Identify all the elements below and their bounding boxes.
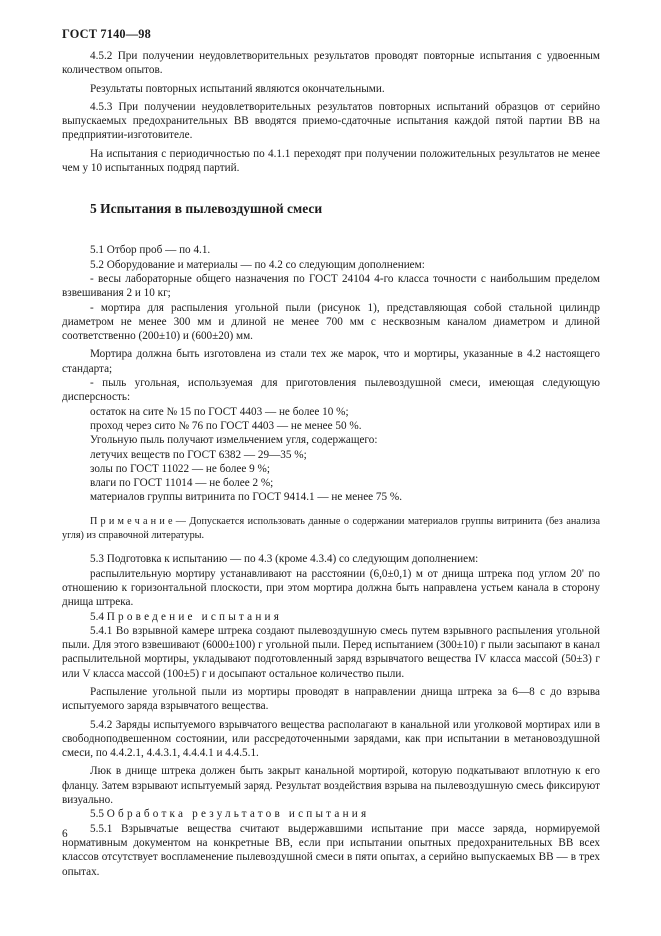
paragraph-scales: - весы лабораторные общего назначения по ГОСТ 24104 4-го класса точности с наибольшим пределом взвешивания 2 и 10 кг; — [62, 272, 600, 300]
paragraph-4-5-3: 4.5.3 При получении неудовлетворительных результатов повторных испытаний образцов от серийно выпускаемых предохранительных ВВ вводятся приемо-сдаточные испытания каждой пятой партии ВВ на предприятии-изготовителе. — [62, 100, 600, 142]
paragraph-spraying: Распыление угольной пыли из мортиры проводят в направлении днища штрека за 6—8 с до взрыва испытуемого заряда взрывчатого вещества. — [62, 685, 600, 713]
paragraph-mortar-install: распылительную мортиру устанавливают на расстоянии (6,0±0,1) м от днища штрека под углом 20' по отношению к горизонтальной плоскости, при этом мортира должна быть направлена устьем канала в сторону днища штрека. — [62, 567, 600, 609]
subsection-5-5-number: 5.5 — [90, 808, 104, 821]
paragraph-hatch: Люк в днище штрека должен быть закрыт канальной мортирой, которую подкатывают вплотную к его фланцу. Затем взрывают испытуемый заряд. Результат воздействия взрыва на пылевоздушную смесь фиксируют визуально. — [62, 765, 600, 807]
document-header: ГОСТ 7140—98 — [62, 27, 151, 41]
note-paragraph — [62, 515, 600, 543]
paragraph-coal-dust: - пыль угольная, используемая для приготовления пылевоздушной смеси, имеющая следующую дисперсность: — [62, 377, 600, 404]
paragraph-5-4-2: 5.4.2 Заряды испытуемого взрывчатого вещества располагают в канальной или уголковой мортирах или в свободноподвешенном состоянии, или рассредоточенными зарядами, как при испытании в метановоздушной смеси, по 4.4.2.1, 4.4.3.1, 4.4.4.1 и 4.4.5.1. — [62, 718, 600, 760]
subsection-5-4 — [62, 610, 600, 624]
paragraph-5-3: 5.3 Подготовка к испытанию — по 4.3 (кроме 4.3.4) со следующим дополнением: — [90, 553, 479, 566]
paragraph-mortar-steel: Мортира должна быть изготовлена из стали тех же марок, что и мортиры, указанные в 4.2 настоящего стандарта; — [62, 348, 600, 375]
list-item-moisture: влаги по ГОСТ 11014 — не более 2 %; — [90, 477, 274, 490]
paragraph-5-4-1: 5.4.1 Во взрывной камере штрека создают пылевоздушную смесь путем взрывного распыления угольной пыли. Для этого взвешивают (6000±100) г угольной пыли. Перед испытанием (300±10) г пыли засыпают в канал распылительной мортиры, укладывают подготовленный заряд взрывчатого вещества IV класса массой (50±3) г или V класса массой (100±5) г и досыпают остальное количество пыли. — [62, 624, 600, 680]
document-body — [62, 49, 600, 879]
paragraph-4-5-2: 4.5.2 При получении неудовлетворительных результатов проводят повторные испытания с удвоенным количеством опытов. — [62, 50, 600, 77]
list-item-vitrinite: материалов группы витринита по ГОСТ 9414.1 — не менее 75 %. — [90, 491, 403, 504]
subsection-5-4-number: 5.4 — [90, 610, 104, 623]
paragraph-coal-grinding: Угольную пыль получают измельчением угля, содержащего: — [90, 434, 378, 447]
note-label: Примечание — [90, 515, 176, 527]
subsection-5-5 — [62, 807, 600, 821]
subsection-5-5-title: Обработка результатов испытания — [106, 808, 370, 821]
list-item-volatile: летучих веществ по ГОСТ 6382 — 29—35 %; — [90, 448, 307, 461]
paragraph-5-2: 5.2 Оборудование и материалы — по 4.2 со следующим дополнением: — [90, 258, 425, 271]
paragraph-results-final: Результаты повторных испытаний являются окончательными. — [90, 82, 385, 95]
paragraph-periodicity: На испытания с периодичностью по 4.1.1 переходят при получении положительных результатов не менее чем у 10 испытанных подряд партий. — [62, 147, 600, 175]
list-item-sieve-15: остаток на сите № 15 по ГОСТ 4403 — не более 10 %; — [90, 405, 349, 418]
list-item-ash: золы по ГОСТ 11022 — не более 9 %; — [90, 462, 270, 475]
section-title-5: 5 Испытания в пылевоздушной смеси — [90, 201, 323, 217]
paragraph-5-5-1: 5.5.1 Взрывчатые вещества считают выдержавшими испытание при массе заряда, нормируемой нормативным документом на конкретные ВВ, если при испытании опытных предохранительных ВВ всех классов отсутствует воспламенение пылевоздушной смеси в пяти опытах, а серийно выпускаемых ВВ — в трех опытах. — [62, 822, 600, 878]
subsection-5-4-title: Проведение испытания — [106, 610, 283, 623]
paragraph-mortar: - мортира для распыления угольной пыли (рисунок 1), представляющая собой стальной цилиндр диаметром не менее 300 мм и длиной не менее 700 мм с несквозным каналом диаметром и длиной соответственно (200±10) и (600±20) мм. — [62, 301, 600, 343]
list-item-sieve-76: проход через сито № 76 по ГОСТ 4403 — не менее 50 %. — [90, 419, 362, 432]
note-text: — Допускается использовать данные о содержании материалов группы витринита (без анализа угля) из справочной литературы. — [62, 515, 600, 541]
paragraph-5-1: 5.1 Отбор проб — по 4.1. — [90, 244, 211, 257]
page-number: 6 — [62, 828, 68, 840]
